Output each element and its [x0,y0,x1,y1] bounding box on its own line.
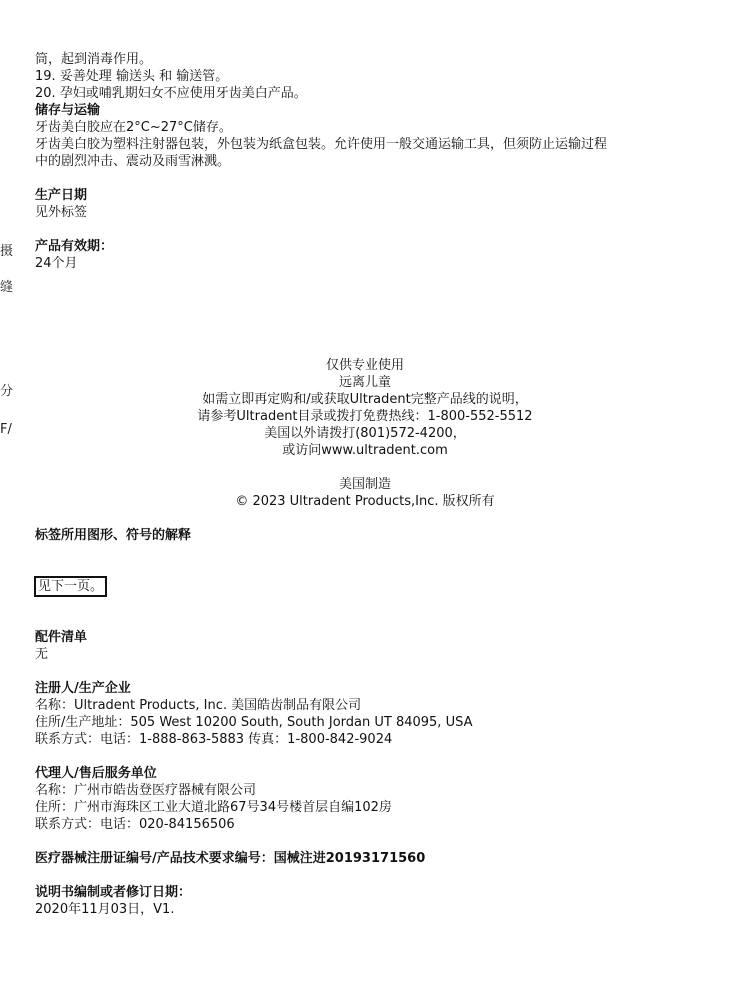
top-section [35,51,607,170]
copyright-line: © 2023 Ultradent Products,Inc. 版权所有 [235,494,495,509]
registrant-name: 名称：Ultradent Products, Inc. 美国皓齿制品有限公司 [35,698,362,713]
registrant-heading: 注册人/生产企业 [35,681,131,696]
agent-contact: 联系方式：电话：020-84156506 [35,817,235,832]
professional-use-line: 仅供专业使用 [325,358,404,373]
production-section [35,187,87,221]
accessories-section [35,629,87,663]
registrant-section [35,680,472,748]
revision-heading: 说明书编制或者修订日期： [35,885,192,900]
text-line: 筒，起到消毒作用。 [35,52,153,67]
text-line: 20. 孕妇或哺乳期妇女不应使用牙齿美白产品。 [35,86,307,101]
production-value: 见外标签 [35,205,88,220]
agent-heading: 代理人/售后服务单位 [35,766,157,781]
accessories-value: 无 [35,647,49,662]
symbols-heading: 标签所用图形、符号的解释 [35,528,192,543]
agent-name: 名称：广州市皓齿登医疗器械有限公司 [35,783,257,798]
keep-away-line: 远离儿童 [338,375,391,390]
order-info-line: 如需立即再定购和/或获取Ultradent完整产品线的说明， [202,392,528,407]
registration-number: 医疗器械注册证编号/产品技术要求编号：国械注进20193171560 [35,851,426,866]
website-line: 或访问www.ultradent.com [282,443,448,458]
validity-value: 24个月 [35,256,78,271]
revision-section [35,884,191,918]
margin-fragment-3: 分 [0,384,14,399]
validity-heading: 产品有效期： [35,239,114,254]
contact-block [0,357,730,510]
text-line: 19. 妥善处理 输送头 和 输送管。 [35,69,229,84]
registrant-contact: 联系方式：电话：1-888-863-5883 传真：1-800-842-9024 [35,732,393,747]
margin-fragment-2: 缝 [0,280,14,295]
text-line: 牙齿美白胶应在2°C~27°C储存。 [35,120,232,135]
see-next-page-text: 见下一页。 [34,576,107,597]
production-heading: 生产日期 [35,188,88,203]
see-next-page-box [34,576,107,597]
margin-fragment-4: F/ [0,422,12,437]
registrant-address: 住所/生产地址：505 West 10200 South, South Jordan UT 84095, USA [35,715,473,730]
made-in-line: 美国制造 [338,477,391,492]
text-line: 牙齿美白胶为塑料注射器包装，外包装为纸盒包装。允许使用一般交通运输工具，但须防止运输过程 [35,137,608,152]
margin-fragment-1: 摄 [0,244,14,259]
storage-heading: 储存与运输 [35,103,101,118]
validity-section [35,238,113,272]
text-line: 中的剧烈冲击、震动及雨雪淋溅。 [35,154,231,169]
agent-address: 住所：广州市海珠区工业大道北路67号34号楼首层自编102房 [35,800,392,815]
hotline-line: 请参考Ultradent目录或拨打免费热线：1-800-552-5512 [197,409,533,424]
revision-value: 2020年11月03日，V1. [35,902,175,917]
intl-phone-line: 美国以外请拨打(801)572-4200， [264,426,466,441]
agent-section [35,765,392,833]
accessories-heading: 配件清单 [35,630,88,645]
